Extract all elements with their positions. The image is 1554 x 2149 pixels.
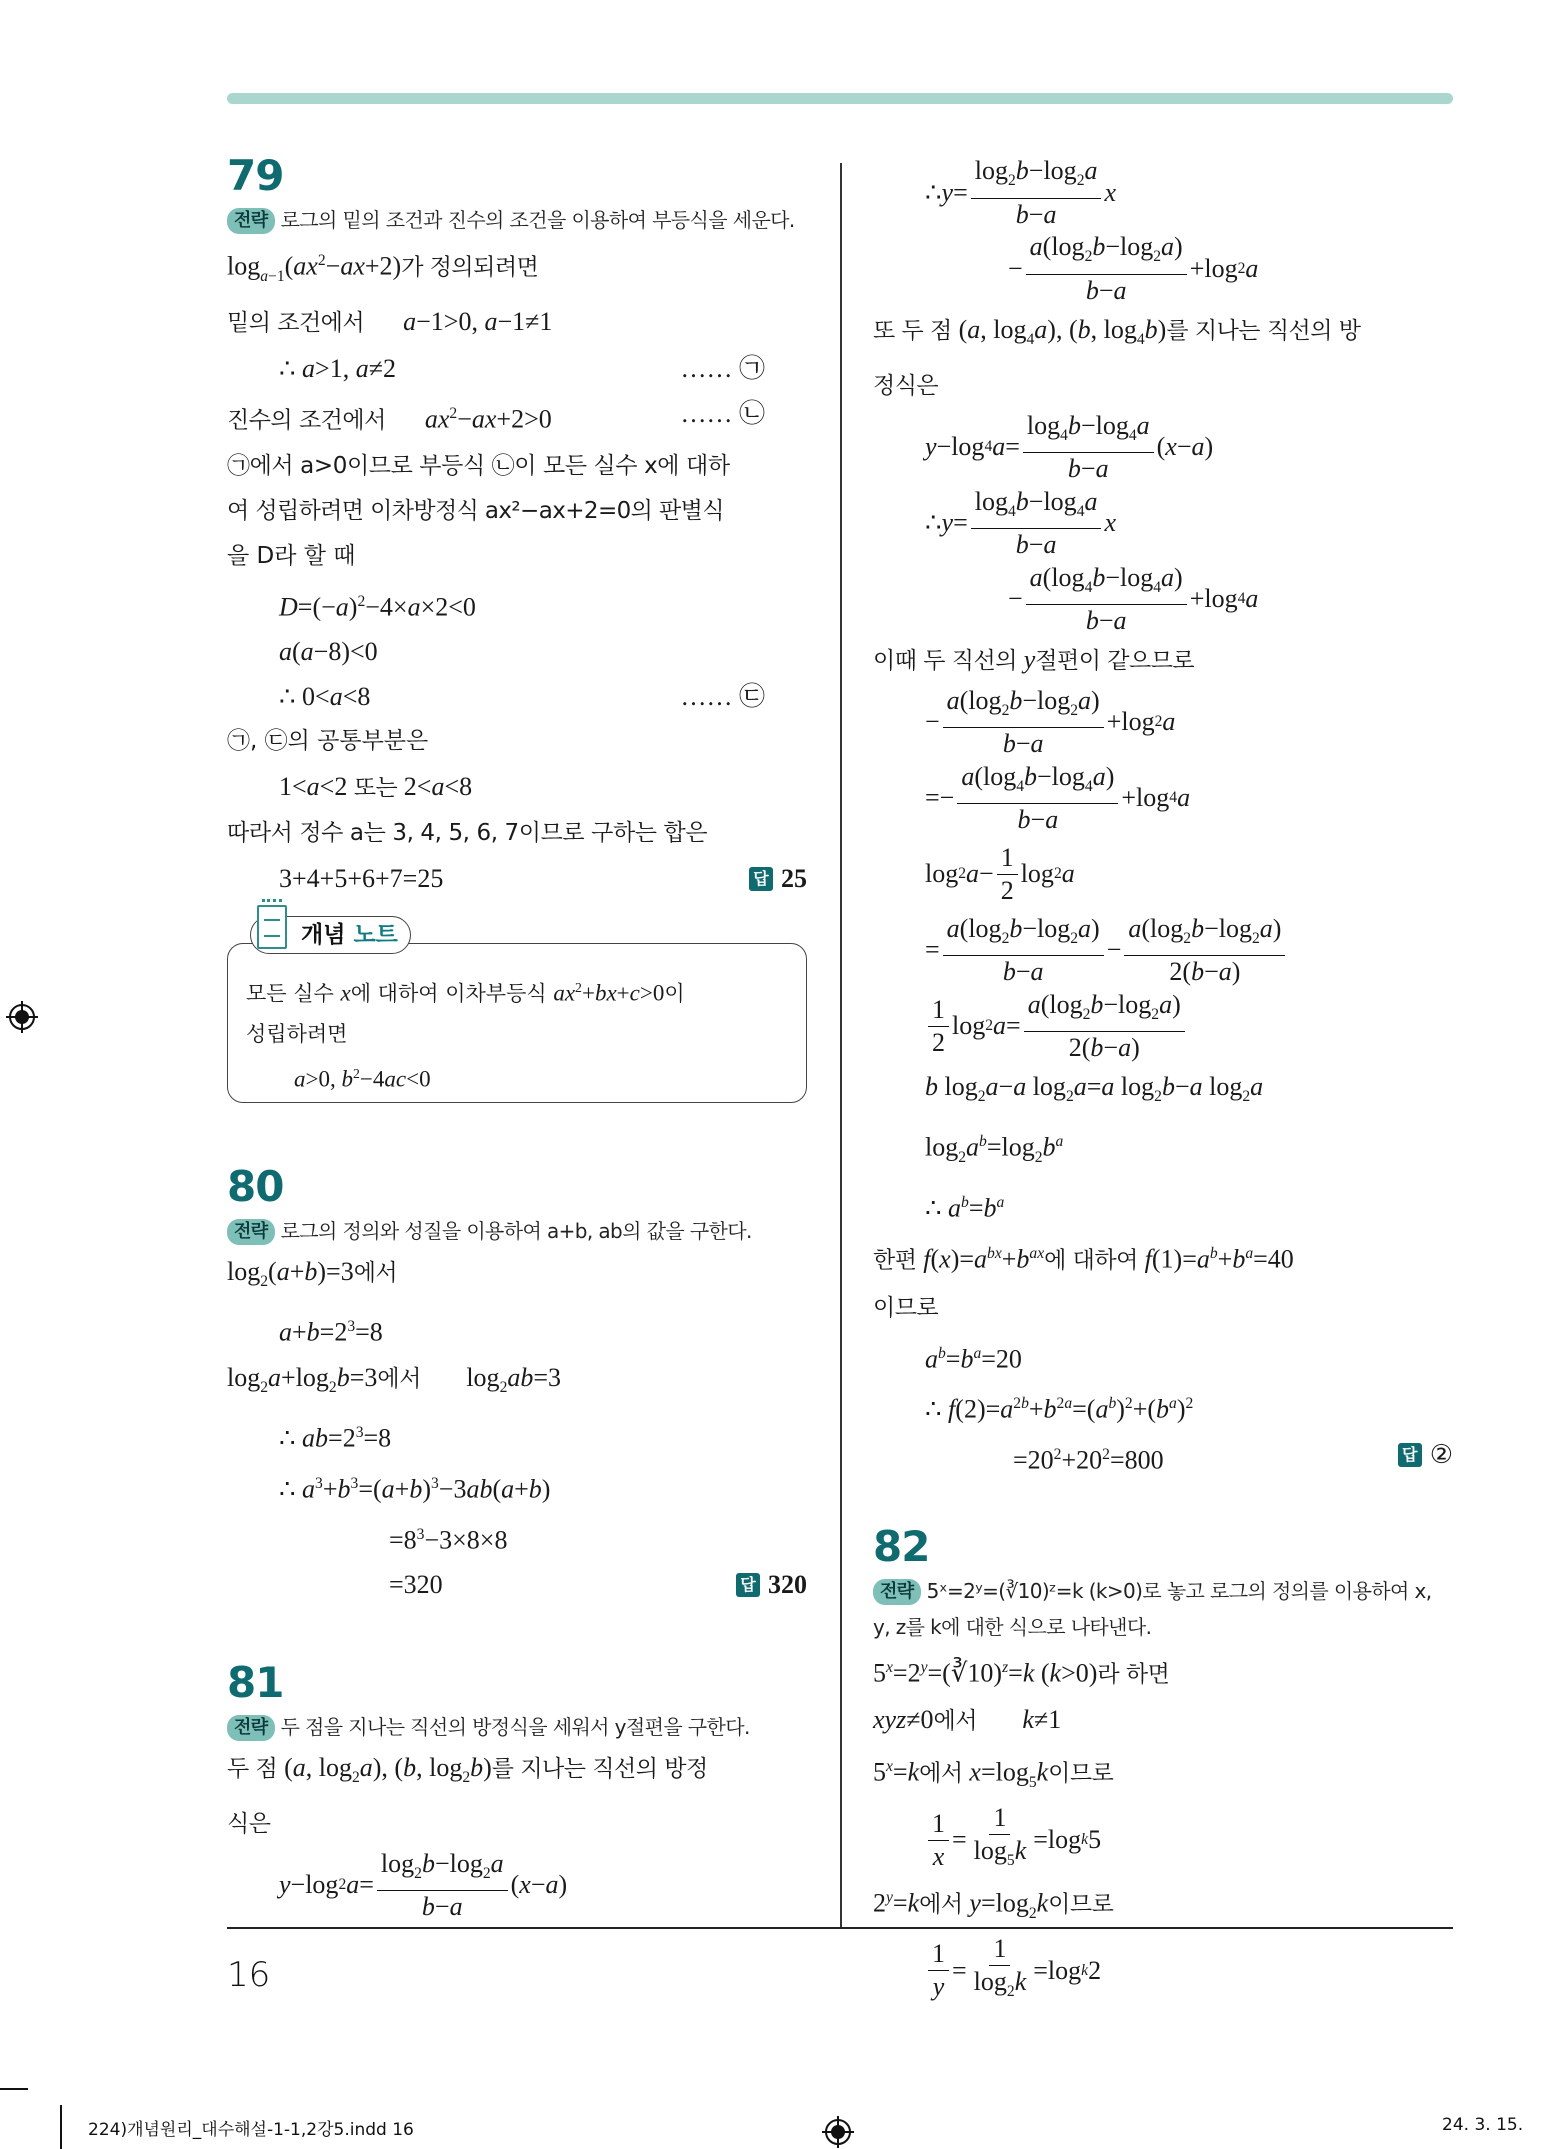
concept-line: 성립하려면	[246, 1021, 348, 1046]
concept-line: 모든 실수 x에 대하여 이차부등식 $ax^2+bx+c>0$이	[246, 980, 685, 1006]
math-line: 밑의 조건에서 a−1>0, a−1≠1	[227, 306, 553, 336]
strategy-badge: 전략	[873, 1579, 921, 1605]
strategy-badge: 전략	[227, 208, 275, 234]
math-line: $\log_{a-1}(ax^2-ax+2)$가 정의되려면	[227, 251, 539, 285]
math-line: 진수의 조건에서 $ax^2-ax+2>0$ …… ㉡	[227, 391, 807, 444]
registration-mark-icon	[6, 1001, 38, 1033]
solution-82	[873, 1521, 1453, 2006]
problem-number: 82	[873, 1521, 930, 1571]
math-line: xyz≠0에서 k≠1	[873, 1705, 1062, 1735]
answer-badge: 답	[736, 1573, 760, 1597]
solution-80	[227, 1161, 807, 1607]
math-line: $2^y=k$에서 $y=\log_2k$이므로	[873, 1888, 1114, 1922]
math-line: − $\frac{a(\log_2b-\log_2a)}{b-a}$ +log 2 a	[925, 685, 1176, 758]
text-line: 을 D라 할 때	[227, 542, 356, 569]
strategy-text: 전략 로그의 정의와 성질을 이용하여 a+b, ab의 값을 구한다.	[227, 1213, 807, 1249]
math-line: 1<a<2 또는 2<a<8	[279, 772, 473, 802]
answer: 답 ②	[1398, 1432, 1453, 1478]
slug-date: 24. 3. 15.	[1442, 2115, 1524, 2135]
math-line: b $\log_2a-a$ $\log_2a=a$ $\log_2b-a$ $\log_2a$	[925, 1072, 1264, 1106]
solution-79	[227, 150, 807, 1103]
strategy-text: 전략 로그의 밑의 조건과 진수의 조건을 이용하여 부등식을 세운다.	[227, 202, 807, 238]
math-line: $\log_2a^b=\log_2b^a$	[925, 1133, 1064, 1167]
math-line: ∴ 0<a<8 …… ㉢	[227, 674, 807, 719]
math-line: log 2 a − $\frac{1}{2}$ log 2 a	[925, 842, 1075, 905]
page-number: 16	[227, 1955, 271, 1995]
notepad-icon	[257, 905, 287, 949]
math-line: y −log 4 a = $\frac{\log_4b-\log_4a}{b-a}$ ( x − a )	[925, 410, 1214, 483]
math-line: =320 답 320	[227, 1562, 807, 1607]
math-line: $\log_2a+\log_2b=3$에서 $\log_2ab=3$	[227, 1363, 562, 1397]
math-line: $\log_2(a+b)=3$에서	[227, 1257, 398, 1291]
left-column	[227, 150, 807, 1923]
math-line: $5^x=2^y=(∛10)^z=k$ (k>0)라 하면	[873, 1658, 1170, 1688]
concept-note-tab: 개념 노트	[250, 916, 411, 954]
slug-filename: 224)개념원리_대수해설-1-1,2강5.indd 16	[88, 2120, 414, 2140]
column-divider	[840, 163, 842, 1928]
math-line: = $\frac{a(\log_2b-\log_2a)}{b-a}$ − $\frac{a(\log_2b-\log_2a)}{2(b-a)}$	[873, 912, 1453, 988]
answer: 답 320	[736, 1562, 807, 1607]
math-line: $\frac{1}{x}$ = $\frac{1}{\log_5k}$ =log k 5	[873, 1805, 1453, 1875]
text-line: ㉠, ㉢의 공통부분은	[227, 728, 429, 755]
equation-label: …… ㉢	[680, 682, 765, 712]
crop-mark	[60, 2105, 62, 2149]
math-line: ∴ $a^b=b^a$	[925, 1193, 1005, 1223]
registration-mark-icon	[822, 2116, 854, 2148]
math-line: − $\frac{a(\log_4b-\log_4a)}{b-a}$ +log 4 a	[1008, 562, 1259, 635]
strategy-text: 전략 두 점을 지나는 직선의 방정식을 세워서 y절편을 구한다.	[227, 1709, 807, 1745]
text-line: 이므로	[873, 1294, 939, 1321]
math-line: a(a−8)<0	[279, 637, 378, 667]
math-line: ∴ y = $\frac{\log_4b-\log_4a}{b-a}$ x	[925, 486, 1117, 559]
strategy-badge: 전략	[227, 1715, 275, 1741]
math-line: ∴ $ab=2^3=8$	[279, 1423, 392, 1453]
math-line: $=8^3-3\times 8\times 8$	[389, 1525, 508, 1555]
math-line: ∴ $f(2)=a^{2b}+b^{2a}=(a^b)^2+(b^a)^2$	[925, 1394, 1194, 1424]
math-line: $a^b=b^a=20$	[925, 1344, 1022, 1374]
answer-badge: 답	[749, 867, 773, 891]
math-line: =− $\frac{a(\log_4b-\log_4a)}{b-a}$ +log 4 a	[925, 761, 1191, 834]
math-line: ∴ y = $\frac{\log_2b-\log_2a}{b-a}$ x	[925, 156, 1117, 229]
answer-badge: 답	[1398, 1443, 1422, 1467]
equation-label: …… ㉠	[680, 353, 765, 383]
math-line: $\frac{1}{y}$ = $\frac{1}{\log_2k}$ =log k 2	[873, 1936, 1453, 2006]
math-line: 이때 두 직선의 y절편이 같으므로	[873, 645, 1195, 675]
math-line: 두 점 (a, $\log_2a$), (b, $\log_2b$)를 지나는 직선의 방정	[227, 1753, 708, 1787]
answer: 답 25	[749, 856, 807, 901]
text-line: 따라서 정수 a는 3, 4, 5, 6, 7이므로 구하는 합은	[227, 820, 708, 847]
problem-number: 80	[227, 1162, 284, 1212]
math-line: 한편 $f(x)=a^{bx}+b^{ax}$에 대하여 $f(1)=a^b+b^a=40$	[873, 1244, 1294, 1274]
concept-note-box	[227, 922, 807, 1103]
strategy-text: 전략 5ˣ=2ʸ=(∛10)ᶻ=k (k>0)로 놓고 로그의 정의를 이용하여 x, y, z를 k에 대한 식으로 나타낸다.	[873, 1578, 1432, 1639]
text-line: 여 성립하려면 이차방정식 ax²−ax+2=0의 판별식	[227, 497, 724, 524]
math-line: 또 두 점 (a, $\log_4a$), (b, $\log_4b$)를 지나는 직선의 방	[873, 315, 1361, 349]
math-line: ∴ $a^3+b^3=(a+b)^3-3ab(a+b)$	[279, 1474, 551, 1504]
math-line: $a+b=2^3=8$	[279, 1318, 383, 1347]
header-accent-bar	[227, 93, 1453, 104]
strategy-badge: 전략	[227, 1219, 275, 1245]
math-line: $D=(-a)^2-4\times a\times 2<0$	[279, 592, 476, 622]
crop-mark	[0, 2088, 28, 2090]
equation-label: …… ㉡	[680, 398, 765, 428]
math-line: $5^x=k$에서 $x=\log_5k$이므로	[873, 1757, 1114, 1791]
math-line: − $\frac{a(\log_2b-\log_2a)}{b-a}$ +log 2 a	[1008, 232, 1259, 305]
text-line: 정식은	[873, 373, 939, 400]
concept-line: a>0, $b^2-4ac<0$	[294, 1065, 431, 1092]
math-line: 3+4+5+6+7=25 답 25	[227, 856, 807, 901]
text-line: ㉠에서 a>0이므로 부등식 ㉡이 모든 실수 x에 대하	[227, 452, 730, 479]
math-line: $=20^2+20^2=800$ 답 ②	[873, 1432, 1453, 1483]
problem-number: 81	[227, 1658, 284, 1708]
math-line: y −log 2 a = $\frac{\log_2b-\log_2a}{b-a}$ ( x − a )	[279, 1848, 568, 1921]
solution-81	[227, 1657, 807, 1923]
text-line: 식은	[227, 1811, 271, 1838]
right-column	[873, 155, 1453, 2006]
problem-number: 79	[227, 151, 284, 200]
math-line: $\frac{1}{2}$ log 2 a = $\frac{a(\log_2b-\log_2a)}{2(b-a)}$	[873, 988, 1453, 1064]
math-line: ∴ a>1, a≠2 …… ㉠	[227, 346, 807, 391]
